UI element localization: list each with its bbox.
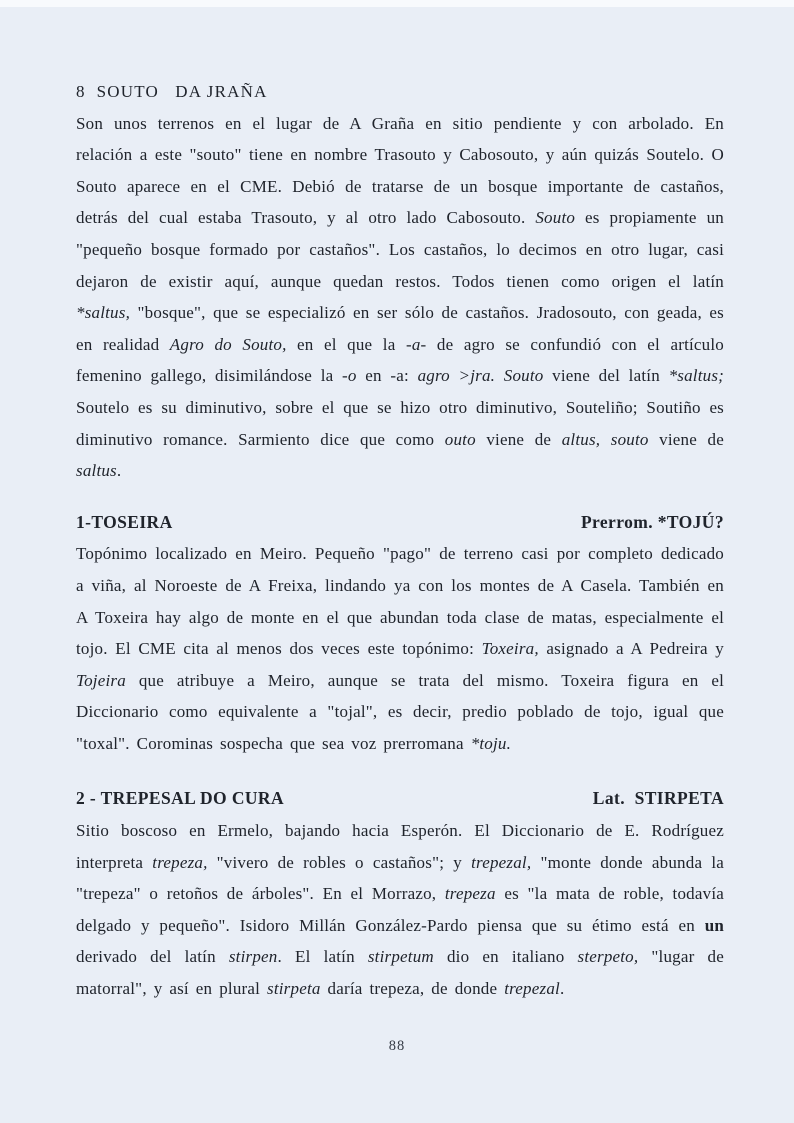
- entry-heading-souto-da-jrana: 8 SOUTO DA JRAÑA: [76, 82, 268, 101]
- entry-body-toseira: Topónimo localizado en Meiro. Pequeño "pago" de terreno casi por completo dedicado a viña, al Noroeste de A Freixa, lindando ya con los montes de A Casela. También en A Toxeira hay algo de monte en el que abundan toda clase de matas, especialmente el tojo. El CME cita al menos dos veces este topónimo: Toxeira, asignado a A Pedreira y Tojeira que atribuye a Meiro, aunque se trata del mismo. Toxeira figura en el Diccionario como equivalente a "tojal", es decir, predio poblado de tojo, igual que "toxal". Corominas sospecha que sea voz prerromana *toju.: [76, 544, 724, 753]
- page-number: 88: [388, 1038, 406, 1054]
- section-gap: [76, 487, 724, 507]
- entry-title-toseira: 1-TOSEIRA: [76, 511, 173, 532]
- section-gap: [76, 759, 724, 783]
- page-content: [76, 76, 724, 1005]
- entry-etymology-trepesal-do-cura: Lat. STIRPETA: [592, 788, 724, 809]
- entry-body-trepesal-do-cura: Sitio boscoso en Ermelo, bajando hacia Esperón. El Diccionario de E. Rodríguez interpreta trepeza, "vivero de robles o castaños"; y trepezal, "monte donde abunda la "trepeza" o retoños de árboles". En el Morrazo, trepeza es "la mata de roble, todavía delgado y pequeño". Isidoro Millán González-Pardo piensa que su étimo está en un derivado del latín stirpen. El latín stirpetum dio en italiano sterpeto, "lugar de matorral", y así en plural stirpeta daría trepeza, de donde trepezal.: [76, 821, 724, 999]
- entry-etymology-toseira: Prerrom. *TOJÚ?: [580, 511, 724, 532]
- entry-header-trepesal-do-cura: [76, 783, 724, 815]
- scan-edge: [0, 0, 794, 7]
- entry-title-trepesal-do-cura: 2 - TREPESAL DO CURA: [76, 788, 284, 809]
- entry-body-souto-da-jrana: Son unos terrenos en el lugar de A Graña en sitio pendiente y con arbolado. En relación a este "souto" tiene en nombre Trasouto y Cabosouto, y aún quizás Soutelo. O Souto aparece en el CME. Debió de tratarse de un bosque importante de castaños, detrás del cual estaba Trasouto, y al otro lado Cabosouto. Souto es propiamente un "pequeño bosque formado por castaños". Los castaños, lo decimos en otro lugar, casi dejaron de existir aquí, aunque quedan restos. Todos tienen como origen el latín *saltus, "bosque", que se especializó en ser sólo de castaños. Jradosouto, con geada, es en realidad Agro do Souto, en el que la -a- de agro se confundió con el artículo femenino gallego, disimilándose la -o en -a: agro >jra. Souto viene del latín *saltus; Soutelo es su diminutivo, sobre el que se hizo otro diminutivo, Souteliño; Soutiño es diminutivo romance. Sarmiento dice que como outo viene de altus, souto viene de saltus.: [76, 113, 725, 481]
- entry-header-toseira: [76, 507, 724, 539]
